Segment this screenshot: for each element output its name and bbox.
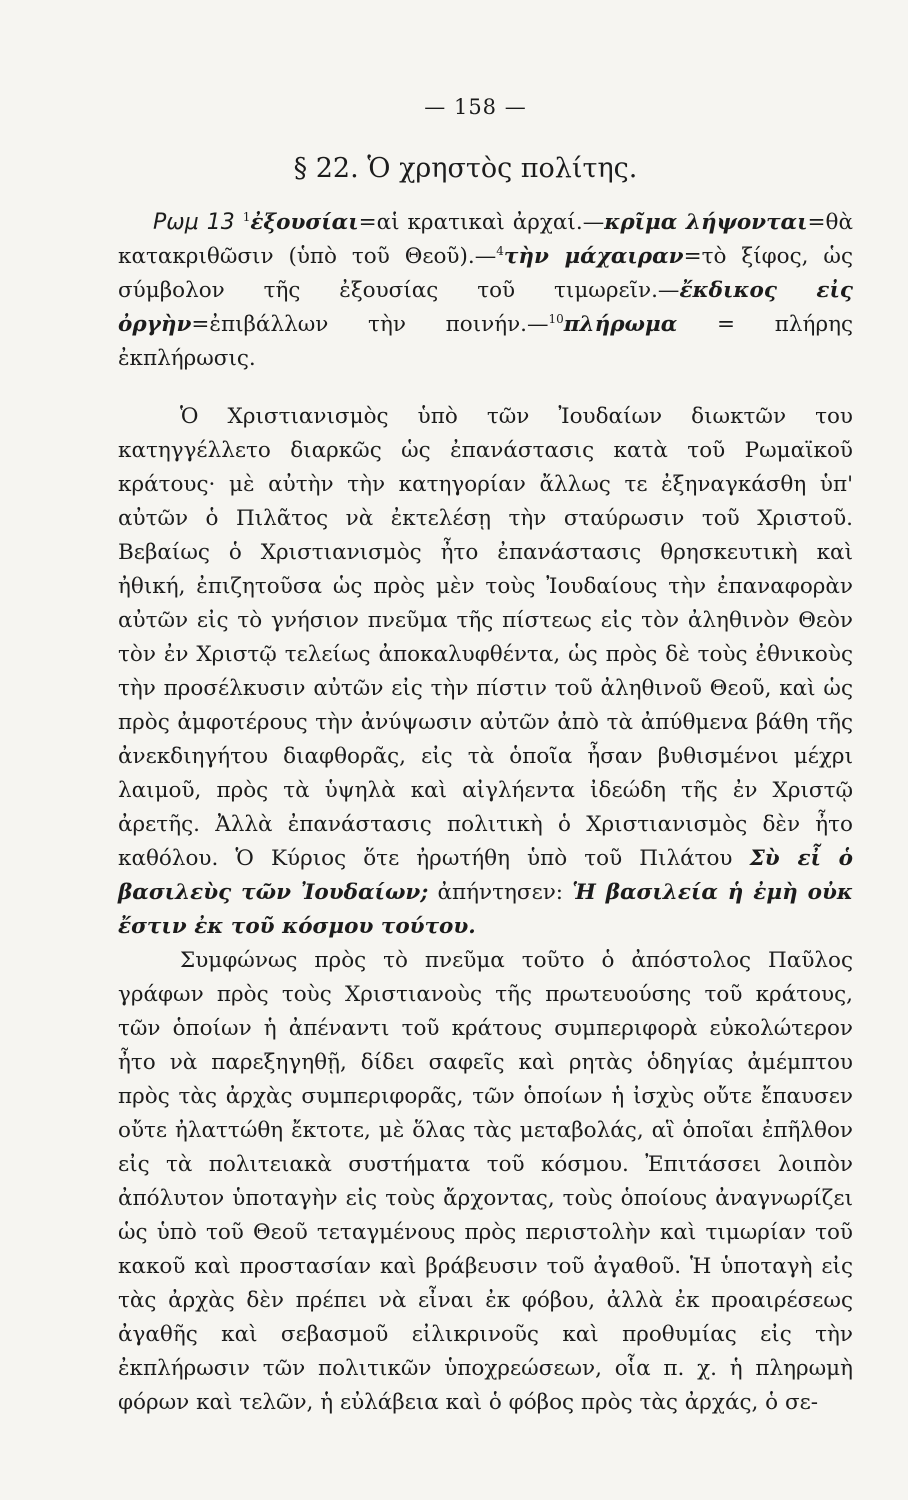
verse-number: 10 xyxy=(548,311,564,326)
note-gloss: =ἐπιβάλλων τὴν ποινήν.— xyxy=(191,312,549,337)
verse-number: 4 xyxy=(496,243,504,258)
section-title: Ὁ χρηστὸς πολίτης. xyxy=(367,153,638,184)
book-page xyxy=(118,95,853,1420)
page-number: — 158 — xyxy=(424,95,527,119)
paragraph-text: ἀπήντησεν: xyxy=(428,880,573,905)
note-term: κρῖμα λήψονται xyxy=(604,210,808,235)
body-paragraph: Συμφώνως πρὸς τὸ πνεῦμα τοῦτο ὁ ἀπόστολος Παῦλος γράφων πρὸς τοὺς Χριστιανοὺς τῆς πρωτευούσης τοῦ κράτους, τῶν ὁποίων ἡ ἀπέναντι τοῦ κράτους συμπεριφορὰ εὐκολώτερον ἦτο νὰ παρεξηγηθῇ, δίδει σαφεῖς καὶ ρητὰς ὁδηγίας ἀμέμπτου πρὸς τὰς ἀρχὰς συμπεριφορᾶς, τῶν ὁποίων ἡ ἰσχὺς οὔτε ἔπαυσεν οὔτε ἠλαττώθη ἔκτοτε, μὲ ὅλας τὰς μεταβολάς, αἳ ὁποῖαι ἐπῆλθον εἰς τὰ πολιτειακὰ συστήματα τοῦ κόσμου. Ἐπιτάσσει λοιπὸν ἀπόλυτον ὑποταγὴν εἰς τοὺς ἄρχοντας, τοὺς ὁποίους ἀναγνωρίζει ὡς ὑπὸ τοῦ Θεοῦ τεταγμένους πρὸς περιστολὴν καὶ τιμωρίαν τοῦ κακοῦ καὶ προστασίαν καὶ βράβευσιν τοῦ ἀγαθοῦ. Ἡ ὑποταγὴ εἰς τὰς ἀρχὰς δὲν πρέπει νὰ εἶναι ἐκ φόβου, ἀλλὰ ἐκ προαιρέσεως ἀγαθῆς καὶ σεβασμοῦ εἰλικρινοῦς καὶ προθυμίας εἰς τὴν ἐκπλήρωσιν τῶν πολιτικῶν ὑποχρεώσεων, οἷα π. χ. ἡ πληρωμὴ φόρων καὶ τελῶν, ἡ εὐλάβεια καὶ ὁ φόβος πρὸς τὰς ἀρχάς, ὁ σε- xyxy=(118,948,853,1415)
pilate-question: Σὺ εἶ ὁ βασιλεὺς τῶν Ἰουδαίων; xyxy=(118,846,853,905)
note-gloss: =τὸ ξίφος, ὡς σύμβολον τῆς ἐξουσίας τοῦ τιμωρεῖν.— xyxy=(118,244,853,303)
note-gloss: =αἱ κρατικαὶ ἀρχαί.— xyxy=(358,210,605,235)
note-term: πλήρωμα xyxy=(563,312,678,337)
body-text xyxy=(118,400,853,1420)
lexical-notes xyxy=(118,206,853,376)
section-number: § 22. xyxy=(293,153,359,184)
note-term: ἔκδικος εἰς ὀργὴν xyxy=(118,278,853,337)
note-term: ἐξουσίαι xyxy=(250,210,359,235)
christ-answer: Ἡ βασιλεία ἡ ἐμὴ οὐκ ἔστιν ἐκ τοῦ κόσμου τούτου. xyxy=(118,880,853,939)
note-gloss: = πλήρης ἐκπλήρωσις. xyxy=(118,312,854,371)
note-gloss: =θὰ κατακριθῶσιν (ὑπὸ τοῦ Θεοῦ).— xyxy=(118,210,853,269)
section-heading xyxy=(78,153,853,184)
notes-paragraph xyxy=(118,206,853,376)
note-term: τὴν μάχαιραν xyxy=(503,244,684,269)
scripture-reference: Ρωμ 13 xyxy=(153,210,235,235)
verse-number: 1 xyxy=(242,209,251,224)
paragraph-text: Ὁ Χριστιανισμὸς ὑπὸ τῶν Ἰουδαίων διωκτῶν του κατηγγέλλετο διαρκῶς ὡς ἐπανάστασις κατὰ τοῦ Ρωμαϊκοῦ κράτους· μὲ αὐτὴν τὴν κατηγορίαν ἄλλως τε ἐξηναγκάσθη ὑπ' αὐτῶν ὁ Πιλᾶτος νὰ ἐκτελέσῃ τὴν σταύρωσιν τοῦ Χριστοῦ. Βεβαίως ὁ Χριστιανισμὸς ἦτο ἐπανάστασις θρησκευτικὴ καὶ ἠθική, ἐπιζητοῦσα ὡς πρὸς μὲν τοὺς Ἰουδαίους τὴν ἐπαναφορὰν αὐτῶν εἰς τὸ γνήσιον πνεῦμα τῆς πίστεως εἰς τὸν ἀληθινὸν Θεὸν τὸν ἐν Χριστῷ τελείως ἀποκαλυφθέντα, ὡς πρὸς δὲ τοὺς ἐθνικοὺς τὴν προσέλκυσιν αὐτῶν εἰς τὴν πίστιν τοῦ ἀληθινοῦ Θεοῦ, καὶ ὡς πρὸς ἀμφοτέρους τὴν ἀνύψωσιν αὐτῶν ἀπὸ τὰ ἀπύθμενα βάθη τῆς ἀνεκδιηγήτου διαφθορᾶς, εἰς τὰ ὁποῖα ἦσαν βυθισμένοι μέχρι λαιμοῦ, πρὸς τὰ ὑψηλὰ καὶ αἰγλήεντα ἰδεώδη τῆς ἐν Χριστῷ ἀρετῆς. Ἀλλὰ ἐπανάστασις πολιτικὴ ὁ Χριστιανισμὸς δὲν ἦτο καθόλου. Ὁ Κύριος ὅτε ἠρωτήθη ὑπὸ τοῦ Πιλάτου xyxy=(118,404,853,871)
body-paragraph xyxy=(118,400,853,944)
